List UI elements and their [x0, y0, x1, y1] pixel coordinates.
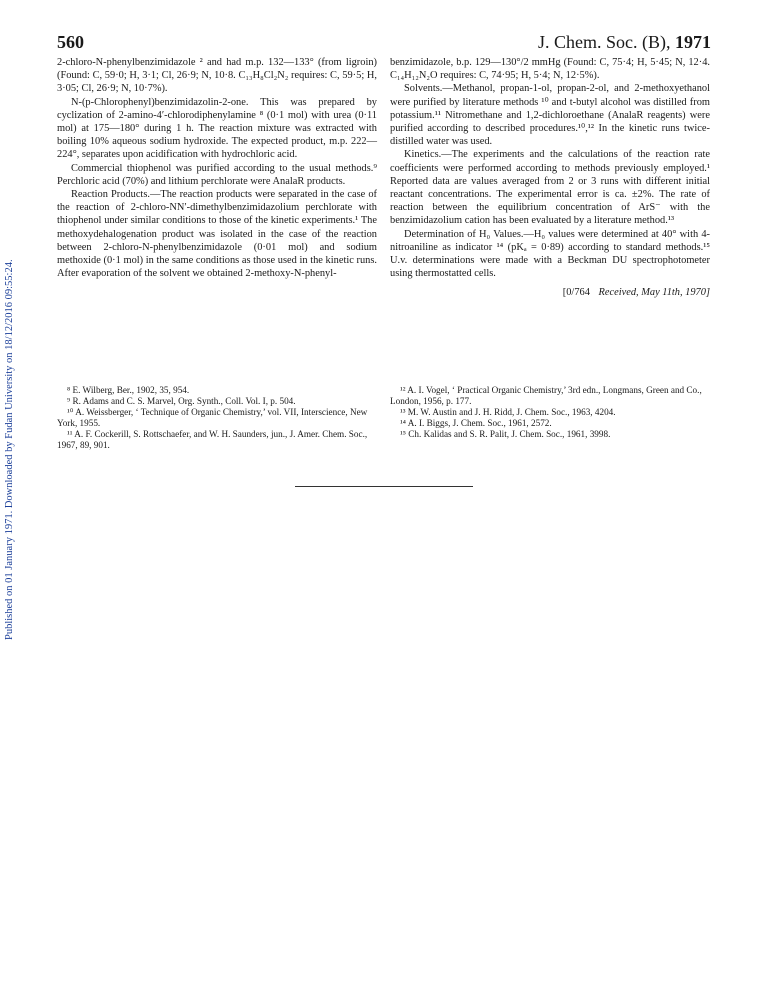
footnote: ¹³ M. W. Austin and J. H. Ridd, J. Chem. Soc., 1963, 4204. [400, 407, 616, 417]
download-watermark: Published on 01 January 1971. Downloaded by Fudan University on 18/12/2016 09:55:24. [4, 259, 15, 640]
paragraph: benzimidazole, b.p. 129—130°/2 mmHg (Found: C, 75·4; H, 5·45; N, 12·4. C₁₄H₁₂N₂O requires: C, 74·95; H, 5·4; N, 12·5%). [390, 57, 710, 82]
paragraph: Reaction Products.—The reaction products were separated in the case of the reaction of 2-chloro-NN′-dimethylbenzimidazolium perchlorate with thiophenol under similar conditions to those of the kinetic experiments.¹ The methoxydehalogenation product was isolated in the case of the reaction between 2-chloro-N-phenylbenzimidazole (0·01 mol) and sodium methoxide (0·1 mol) in the same conditions as those used in the kinetic runs. After evaporation of the solvent we obtained 2-methoxy-N-phenyl- [57, 189, 377, 280]
received-date: Received, May 11th, 1970] [598, 287, 710, 299]
paragraph: Kinetics.—The experiments and the calculations of the reaction rate coefficients were performed according to methods previously employed.¹ Reported data are values averaged from 2 or 3 runs with different initial reactant concentrations. The experimental error is ca. ±2%. The rate of reaction between the equilibrium concentration of ArS⁻ with the benzimidazolium cation has been evaluated by a literature method.¹³ [390, 149, 710, 227]
paragraph: N-(p-Chlorophenyl)benzimidazolin-2-one. This was prepared by cyclization of 2-amino-4′-chlorodiphenylamine ⁸ (0·1 mol) with urea (0·11 mol) at 175—180° during 1 h. The reaction mixture was extracted with boiling 10% aqueous sodium hydroxide. The expected product, m.p. 222—224°, separates upon acidification with hydrochloric acid. [57, 96, 377, 161]
journal-name: J. Chem. Soc. (B), [538, 32, 671, 52]
end-rule [295, 486, 473, 487]
footnotes-left [57, 385, 377, 451]
paragraph: Commercial thiophenol was purified according to the usual methods.⁹ Perchloric acid (70%) and lithium perchlorate were AnalaR products. [57, 162, 377, 187]
footnotes-right [390, 385, 710, 440]
footnote: ¹⁴ A. I. Biggs, J. Chem. Soc., 1961, 2572. [400, 418, 552, 428]
right-column [390, 56, 710, 300]
footnote: ¹⁵ Ch. Kalidas and S. R. Palit, J. Chem. Soc., 1961, 3998. [400, 429, 611, 439]
footnote: ¹⁰ A. Weissberger, ‘ Technique of Organic Chemistry,’ vol. VII, Interscience, New York, 1955. [57, 407, 368, 428]
footnote: ¹¹ A. F. Cockerill, S. Rottschaefer, and W. H. Saunders, jun., J. Amer. Chem. Soc., 1967, 89, 901. [57, 429, 368, 450]
journal-header [538, 32, 711, 53]
paragraph: Solvents.—Methanol, propan-1-ol, propan-2-ol, and 2-methoxyethanol were purified by literature methods ¹⁰ and t-butyl alcohol was distilled from potassium.¹¹ Nitromethane and 1,2-dichloroethane (AnalaR reagents) were purified according to described procedures.¹⁰,¹² In the kinetic runs twice-distilled water was used. [390, 83, 710, 148]
manuscript-code: [0/764 [562, 287, 590, 299]
paragraph: Determination of H₀ Values.—H₀ values were determined at 40° with 4-nitroaniline as indicator ¹⁴ (pKₐ = 0·89) according to standard methods.¹⁵ U.v. determinations were made with a Beckman DU spectrophotometer using thermostatted cells. [390, 228, 710, 280]
footnote: ⁹ R. Adams and C. S. Marvel, Org. Synth., Coll. Vol. I, p. 504. [67, 396, 296, 406]
footnote: ¹² A. I. Vogel, ‘ Practical Organic Chemistry,’ 3rd edn., Longmans, Green and Co., London, 1956, p. 177. [390, 385, 702, 406]
journal-year: 1971 [675, 32, 711, 52]
footnote: ⁸ E. Wilberg, Ber., 1902, 35, 954. [67, 385, 190, 395]
page-number: 560 [57, 32, 84, 52]
received-line [390, 286, 710, 299]
paragraph: 2-chloro-N-phenylbenzimidazole ² and had m.p. 132—133° (from ligroin) (Found: C, 59·0; H, 3·1; Cl, 26·9; N, 10·8. C₁₃H₈Cl₂N₂ requires: C, 59·5; H, 3·05; Cl, 26·9; N, 10·7%). [57, 57, 377, 95]
left-column [57, 56, 377, 280]
